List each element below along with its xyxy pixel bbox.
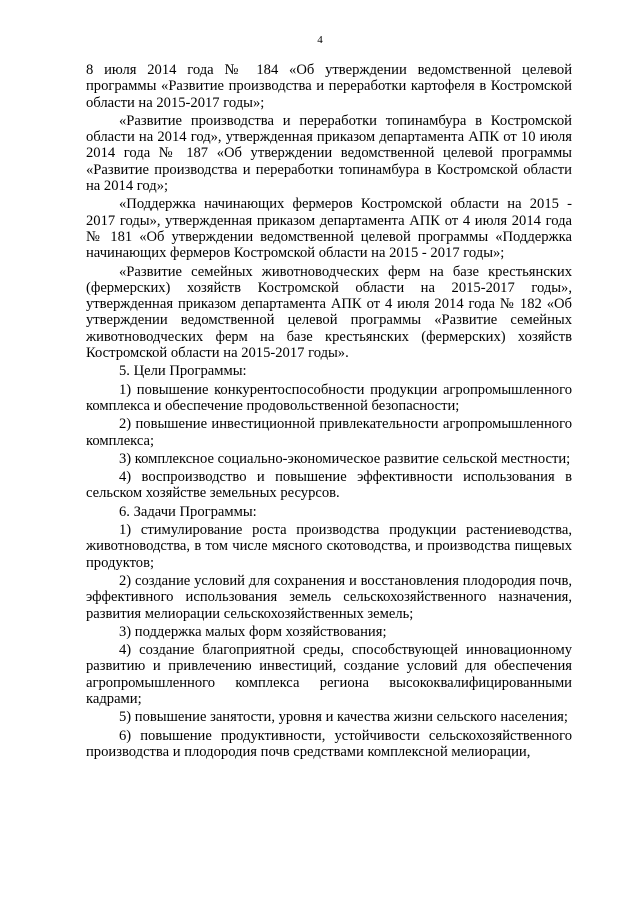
goal-item-3: 3) комплексное социально-экономическое развитие сельской местности; — [119, 450, 571, 467]
task-item-3: 3) поддержка малых форм хозяйствования; — [119, 623, 387, 640]
goal-item-4: 4) воспроизводство и повышение эффективности использования в сельском хозяйстве земельных ресурсов. — [86, 469, 572, 502]
task-item-5: 5) повышение занятости, уровня и качества жизни сельского населения; — [119, 709, 568, 726]
section-heading-goals: 5. Цели Программы: — [119, 363, 247, 380]
page-number: 4 — [317, 34, 323, 46]
task-item-1: 1) стимулирование роста производства продукции растениеводства, животноводства, в том числе мясного скотоводства, и производства пищевых продуктов; — [86, 522, 572, 571]
goal-item-1: 1) повышение конкурентоспособности продукции агропромышленного комплекса и обеспечение продовольственной безопасности; — [86, 381, 572, 414]
task-item-6: 6) повышение продуктивности, устойчивости сельскохозяйственного производства и плодородия почв средствами комплексной мелиорации, — [86, 727, 572, 760]
paragraph-topinambur-program: «Развитие производства и переработки топинамбура в Костромской области на 2014 год», утвержденная приказом департамента АПК от 10 июля 2014 года № 187 «Об утверждении ведомственной целевой программы «Развитие производства и переработки топинамбура в Костромской области на 2014 год»; — [86, 112, 572, 195]
paragraph-order-184: 8 июля 2014 года № 184 «Об утверждении ведомственной целевой программы «Развитие производства и переработки картофеля в Костромской области на 2015-2017 годы»; — [86, 62, 572, 111]
task-item-4: 4) создание благоприятной среды, способствующей инновационному развитию и привлечению инвестиций, создание условий для обеспечения агропромышленного комплекса региона высококвалифицированными кадрами; — [86, 642, 572, 707]
task-item-2: 2) создание условий для сохранения и восстановления плодородия почв, эффективного использования земель сельскохозяйственного назначения, развития мелиорации сельскохозяйственных земель; — [86, 572, 572, 622]
section-heading-tasks: 6. Задачи Программы: — [119, 503, 257, 520]
paragraph-beginning-farmers-program: «Поддержка начинающих фермеров Костромской области на 2015 - 2017 годы», утвержденная приказом департамента АПК от 4 июля 2014 года № 181 «Об утверждении ведомственной целевой программы «Поддержка начинающих фермеров Костромской области на 2015 - 2017 годы»; — [86, 196, 572, 262]
goal-item-2: 2) повышение инвестиционной привлекательности агропромышленного комплекса; — [86, 416, 572, 449]
document-body — [86, 62, 572, 762]
paragraph-family-farms-program: «Развитие семейных животноводческих ферм на базе крестьянских (фермерских) хозяйств Костромской области на 2015-2017 годы», утвержденная приказом департамента АПК от 4 июля 2014 года № 182 «Об утверждении ведомственной целевой программы «Развитие семейных животноводческих ферм на базе крестьянских (фермерских) хозяйств Костромской области на 2015-2017 годы». — [86, 263, 572, 362]
